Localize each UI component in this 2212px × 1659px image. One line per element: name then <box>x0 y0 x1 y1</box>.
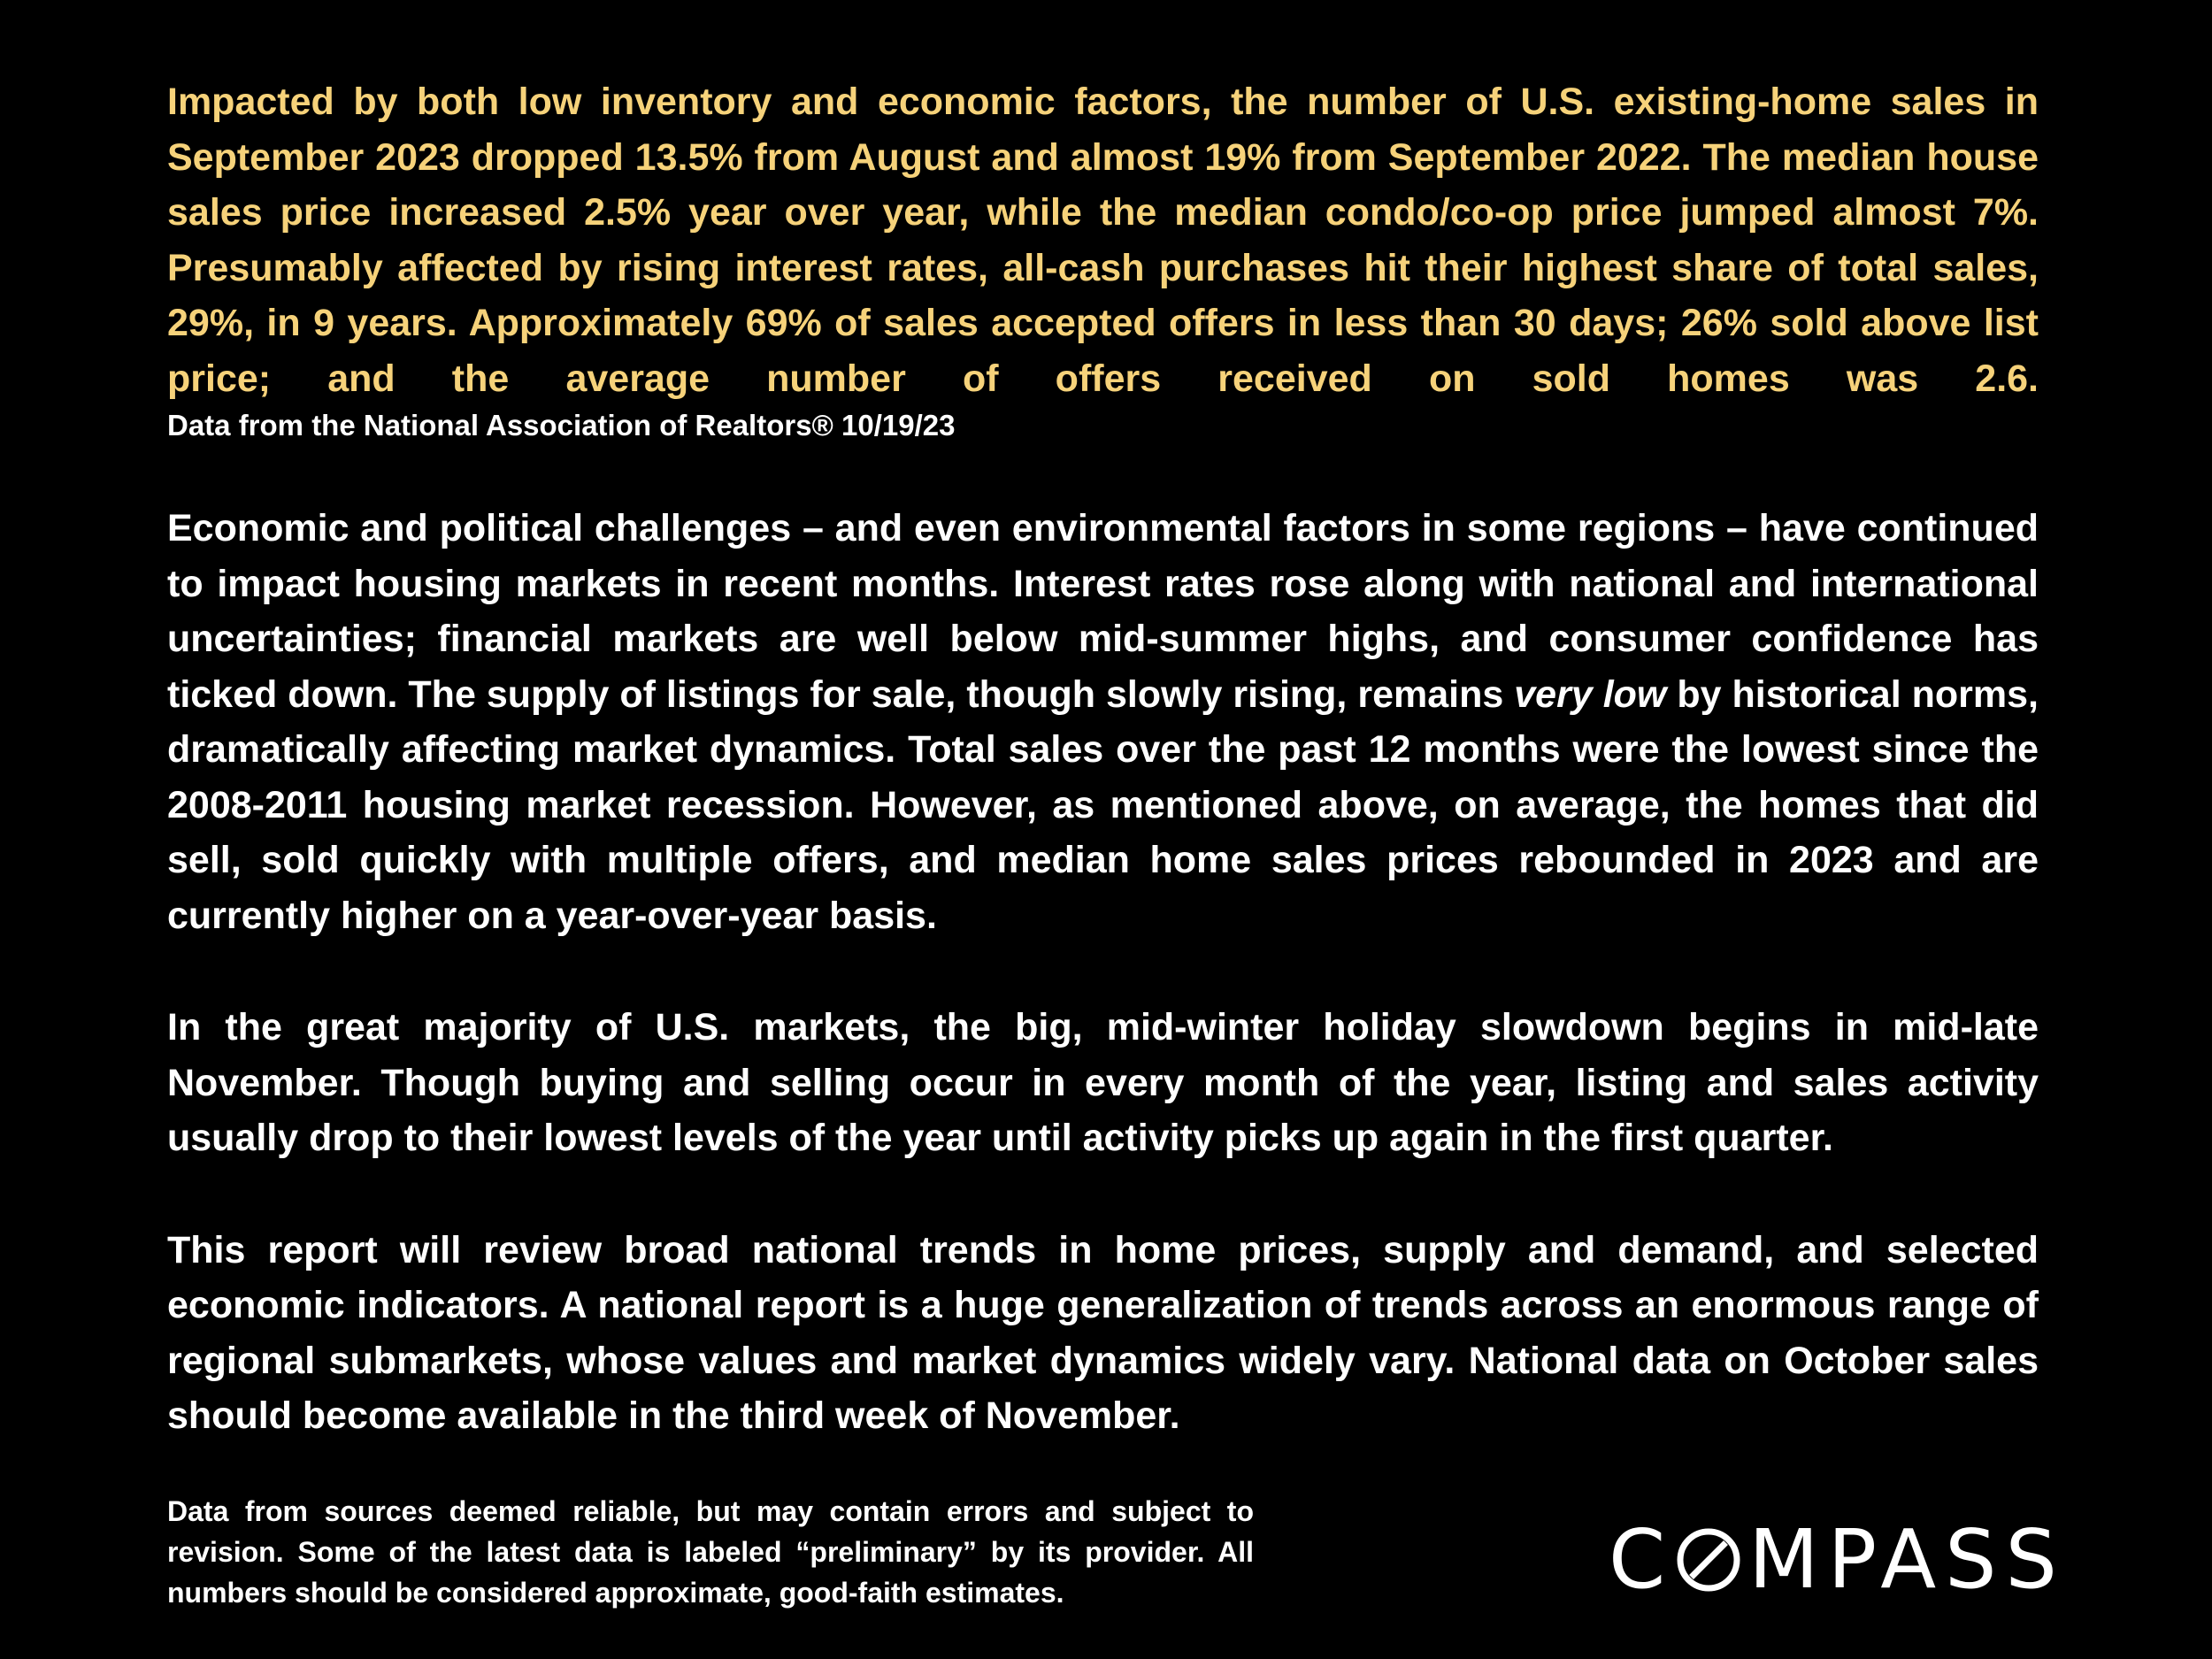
main-content <box>167 74 2039 1444</box>
compass-o-icon <box>1676 1527 1741 1593</box>
lead-paragraph: Impacted by both low inventory and economic factors, the number of U.S. existing-home sales in September 2023 dropped 13.5% from August and almost 19% from September 2022. The median house sales price increased 2.5% year over year, while the median condo/co-op price jumped almost 7%. Presumably affected by rising interest rates, all-cash purchases hit their highest share of total sales, 29%, in 9 years. Approximately 69% of sales accepted offers in less than 30 days; 26% sold above list price; and the average number of offers received on sold homes was 2.6. <box>167 81 2039 400</box>
compass-logo <box>1609 1512 2078 1607</box>
paragraph-report-scope: This report will review broad national trends in home prices, supply and demand, and selected economic indicators. A national report is a huge generalization of trends across an enormous range of regional submarkets, whose values and market dynamics widely vary. National data on October sales should become available in the third week of November. <box>167 1228 2039 1437</box>
logo-letters-mpass: MPASS <box>1748 1512 2066 1607</box>
logo-letter-c: C <box>1609 1512 1675 1607</box>
disclaimer: Data from sources deemed reliable, but may contain errors and subject to revision. Some of the latest data is labeled “preliminary” by its provider. All numbers should be considered approximate, good-faith estimates. <box>167 1495 1254 1609</box>
source-note: Data from the National Association of Realtors® 10/19/23 <box>167 409 956 442</box>
paragraph-2-emphasis: very low <box>1514 672 1667 716</box>
paragraph-2-part-1: Economic and political challenges – and even environmental factors in some regions – have continued to impact housing markets in recent months. Interest rates rose along with national and international uncertainties; financial markets are well below mid-summer highs, and consumer confidence has ticked down. The supply of listings for sale, though slowly rising, remains <box>167 507 2039 716</box>
paragraph-2-part-2: by historical norms, dramatically affecting market dynamics. Total sales over the past 12 months were the lowest since the 2008-2011 housing market recession. However, as mentioned above, on average, the homes that did sell, sold quickly with multiple offers, and median home sales prices rebounded in 2023 and are currently higher on a year-over-year basis. <box>167 672 2039 937</box>
paragraph-holiday-slowdown: In the great majority of U.S. markets, the big, mid-winter holiday slowdown begins in mid-late November. Though buying and selling occur in every month of the year, listing and sales activity usually drop to their lowest levels of the year until activity picks up again in the first quarter. <box>167 1006 2039 1159</box>
paragraph-market-conditions <box>167 501 2039 943</box>
